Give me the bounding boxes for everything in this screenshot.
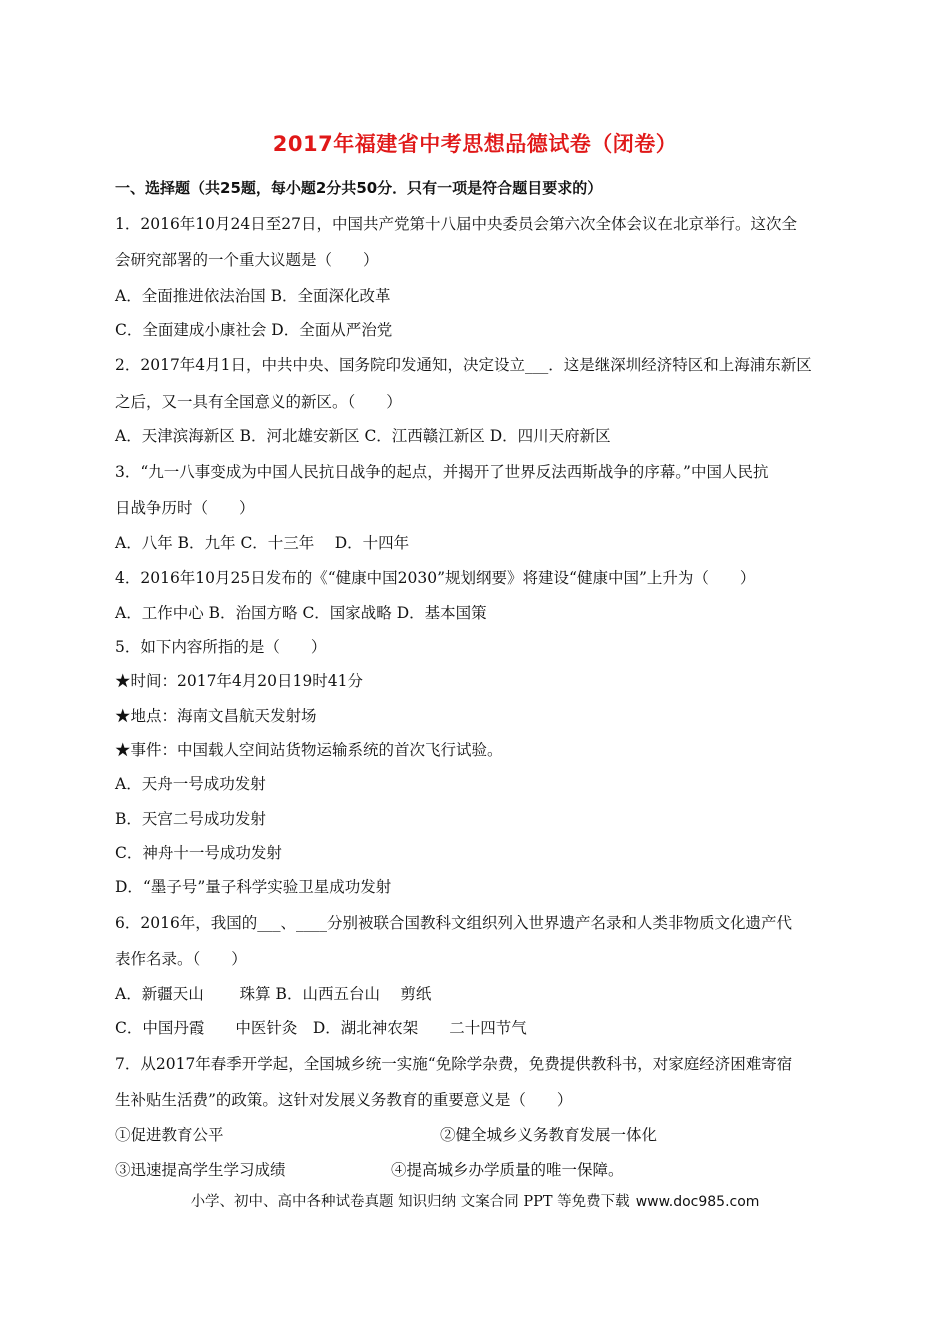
question-7-option-2: ②健全城乡义务教育发展一体化 — [440, 1126, 658, 1144]
section-heading: 一、选择题（共25题，每小题2分共50分．只有一项是符合题目要求的） — [115, 179, 603, 197]
question-5-time: ★时间：2017年4月20日19时41分 — [115, 672, 363, 690]
question-6-options-cd: C．中国丹霞 中医针灸 D．湖北神农架 二十四节气 — [115, 1019, 527, 1037]
page-title: 2017年福建省中考思想品德试卷（闭卷） — [272, 132, 678, 156]
question-2-line-2: 之后，又一具有全国意义的新区。（ ） — [115, 393, 402, 411]
question-3-options: A．八年 B．九年 C．十三年 D．十四年 — [115, 534, 410, 552]
question-2-line-1: 2．2017年4月1日，中共中央、国务院印发通知，决定设立___．这是继深圳经济特区和上海浦东新区 — [115, 356, 812, 374]
question-2-options: A．天津滨海新区 B．河北雄安新区 C．江西赣江新区 D．四川天府新区 — [115, 427, 611, 445]
question-5-option-a: A．天舟一号成功发射 — [115, 775, 266, 793]
question-5-option-b: B．天宫二号成功发射 — [115, 810, 266, 828]
question-6-line-2: 表作名录。（ ） — [115, 950, 247, 968]
question-5-event: ★事件：中国载人空间站货物运输系统的首次飞行试验。 — [115, 741, 503, 759]
question-6-line-1: 6．2016年，我国的___、____分别被联合国教科文组织列入世界遗产名录和人类非物质文化遗产代 — [115, 914, 793, 932]
question-4-line-1: 4．2016年10月25日发布的《“健康中国2030”规划纲要》将建设“健康中国”上升为（ ） — [115, 569, 756, 587]
question-5-option-d: D．“墨子号”量子科学实验卫星成功发射 — [115, 878, 392, 896]
question-1-options-cd: C．全面建成小康社会 D．全面从严治党 — [115, 321, 393, 339]
question-7-option-4: ④提高城乡办学质量的唯一保障。 — [391, 1161, 624, 1179]
question-1-line-2: 会研究部署的一个重大议题是（ ） — [115, 251, 379, 269]
question-4-options: A．工作中心 B．治国方略 C．国家战略 D．基本国策 — [115, 604, 487, 622]
question-7-option-3: ③迅速提高学生学习成绩 — [115, 1161, 286, 1179]
question-1-options-ab: A．全面推进依法治国 B．全面深化改革 — [115, 287, 391, 305]
question-5-option-c: C．神舟十一号成功发射 — [115, 844, 282, 862]
footer-website-link[interactable]: www.doc985.com — [635, 1194, 760, 1210]
question-1-line-1: 1．2016年10月24日至27日，中国共产党第十八届中央委员会第六次全体会议在北京举行。这次全 — [115, 215, 797, 233]
question-5-line-1: 5．如下内容所指的是（ ） — [115, 638, 327, 656]
footer-text: 小学、初中、高中各种试卷真题 知识归纳 文案合同 PPT 等免费下载 — [190, 1194, 630, 1210]
question-7-line-2: 生补贴生活费”的政策。这针对发展义务教育的重要意义是（ ） — [115, 1091, 573, 1109]
page-footer — [0, 1192, 950, 1212]
question-3-line-1: 3．“九一八事变成为中国人民抗日战争的起点，并揭开了世界反法西斯战争的序幕。”中国人民抗 — [115, 463, 769, 481]
question-7-line-1: 7．从2017年春季开学起，全国城乡统一实施“免除学杂费，免费提供教科书，对家庭经济困难寄宿 — [115, 1055, 793, 1073]
question-7-option-1: ①促进教育公平 — [115, 1126, 224, 1144]
question-6-options-ab: A．新疆天山 珠算 B．山西五台山 剪纸 — [115, 985, 432, 1003]
question-5-place: ★地点：海南文昌航天发射场 — [115, 707, 317, 725]
question-3-line-2: 日战争历时（ ） — [115, 499, 255, 517]
